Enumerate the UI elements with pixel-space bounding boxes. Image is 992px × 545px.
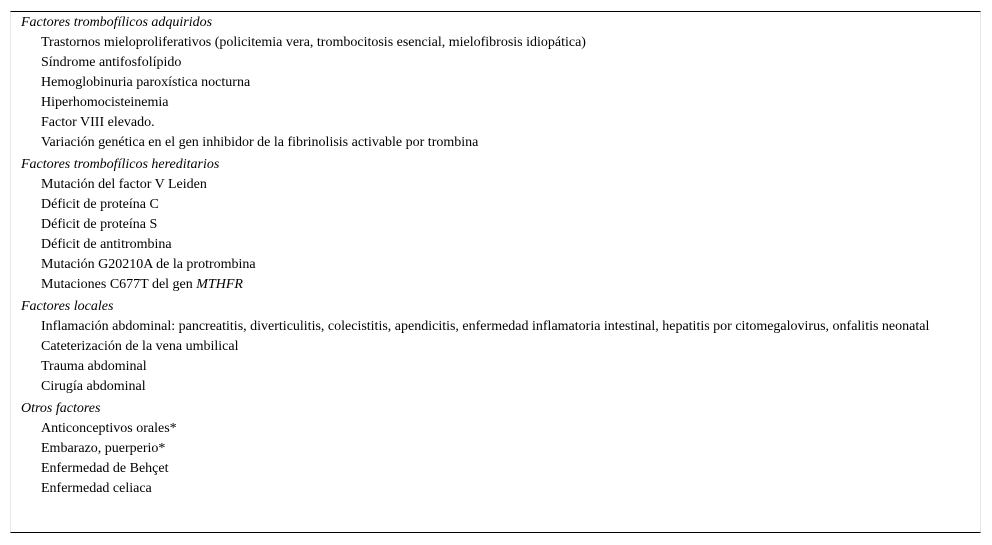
mthfr-gene: MTHFR <box>196 277 243 292</box>
section-heading-acquired: Factores trombofílicos adquiridos <box>21 15 213 30</box>
list-item: Trauma abdominal <box>41 359 147 374</box>
list-item: Déficit de proteína C <box>41 197 159 212</box>
list-item: Síndrome antifosfolípido <box>41 55 182 70</box>
list-item: Enfermedad de Behçet <box>41 461 169 476</box>
risk-factor-table <box>21 13 961 499</box>
section-heading-hereditary: Factores trombofílicos hereditarios <box>21 157 220 172</box>
list-item: Factor VIII elevado. <box>41 115 155 130</box>
mthfr-prefix: Mutaciones C677T del gen <box>41 277 197 292</box>
list-item: Inflamación abdominal: pancreatitis, diverticulitis, colecistitis, apendicitis, enfermedad inflamatoria intestinal, hepatitis por citomegalovirus, onfalitis neonatal <box>41 319 930 334</box>
list-item: Hemoglobinuria paroxística nocturna <box>41 75 251 90</box>
list-item: Embarazo, puerperio* <box>41 441 166 456</box>
list-item: Enfermedad celiaca <box>41 481 152 496</box>
list-item: Trastornos mieloproliferativos (policitemia vera, trombocitosis esencial, mielofibrosis idiopática) <box>41 35 586 50</box>
section-heading-local: Factores locales <box>21 299 114 314</box>
list-item: Déficit de antitrombina <box>41 237 172 252</box>
list-item: Cirugía abdominal <box>41 379 146 394</box>
list-item-mthfr <box>21 275 961 295</box>
list-item: Anticonceptivos orales* <box>41 421 177 436</box>
list-item: Mutación del factor V Leiden <box>41 177 207 192</box>
list-item: Déficit de proteína S <box>41 217 158 232</box>
list-item: Variación genética en el gen inhibidor de la fibrinolisis activable por trombina <box>41 135 479 150</box>
list-item: Mutación G20210A de la protrombina <box>41 257 256 272</box>
list-item: Hiperhomocisteinemia <box>41 95 169 110</box>
list-item: Cateterización de la vena umbilical <box>41 339 239 354</box>
section-heading-other: Otros factores <box>21 401 101 416</box>
